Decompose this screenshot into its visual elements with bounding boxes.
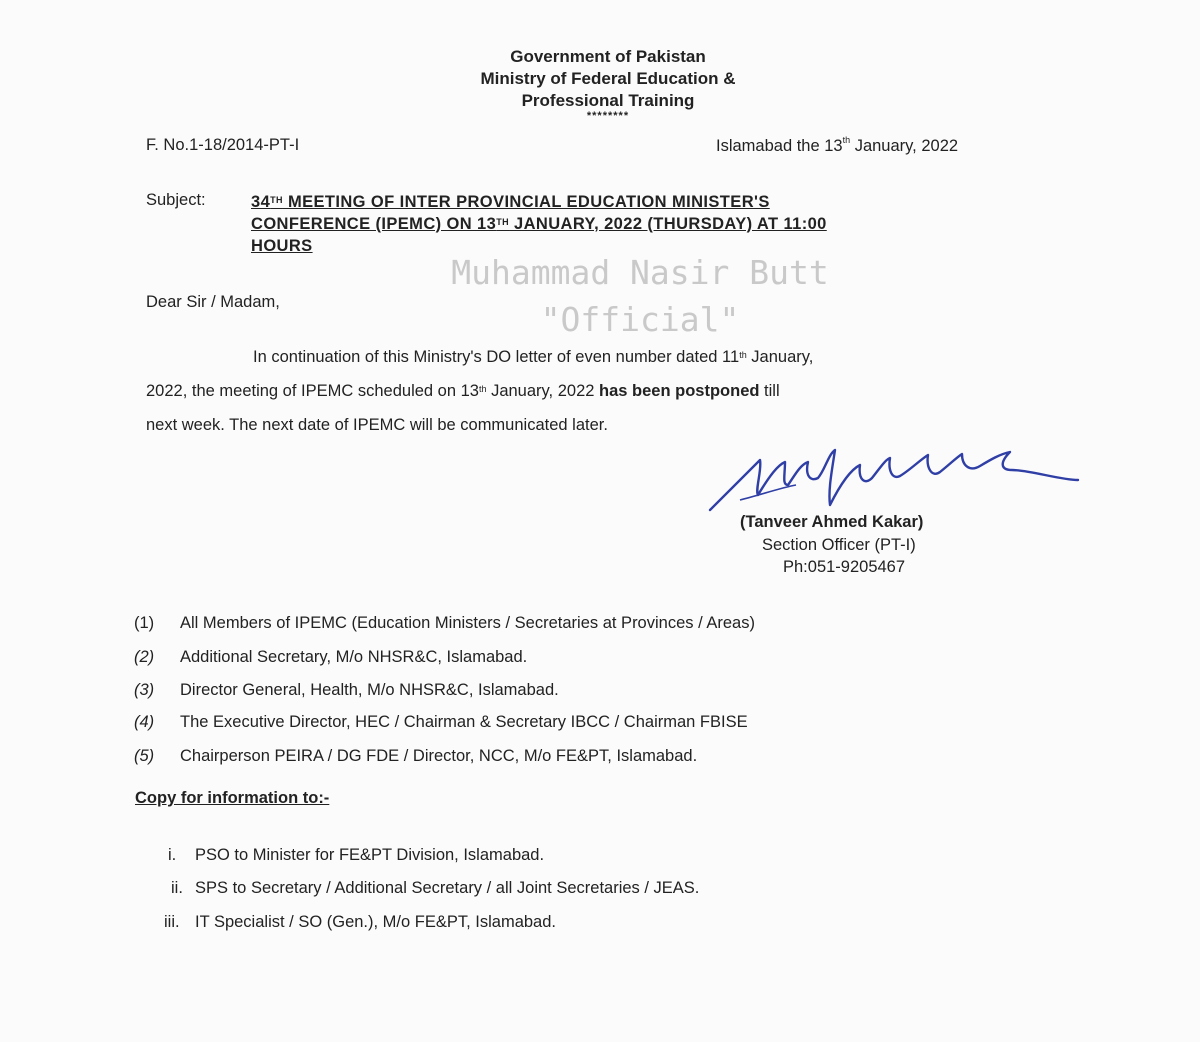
recipient-number: (4): [134, 713, 155, 731]
header-line-training: Professional Training: [521, 91, 695, 110]
subject-line-3: HOURS: [251, 237, 313, 255]
signatory-title: Section Officer (PT-I): [762, 536, 916, 554]
salutation: Dear Sir / Madam,: [146, 293, 280, 311]
copy-number: ii.: [171, 879, 183, 897]
subject-line-2: CONFERENCE (IPEMC) ON 13TH JANUARY, 2022 (THURSDAY) AT 11:00: [251, 215, 827, 233]
subject-label: Subject:: [146, 191, 206, 209]
watermark-official: "Official": [540, 300, 740, 339]
signature-image: [700, 440, 1090, 520]
header-line-ministry: Ministry of Federal Education &: [480, 69, 736, 88]
recipient-text: Director General, Health, M/o NHSR&C, Islamabad.: [180, 681, 559, 699]
recipient-text: Chairperson PEIRA / DG FDE / Director, NCC, M/o FE&PT, Islamabad.: [180, 747, 698, 765]
copy-heading: Copy for information to:-: [135, 789, 330, 807]
copy-number: iii.: [164, 913, 180, 931]
recipient-number: (5): [134, 747, 155, 765]
recipient-number: (3): [134, 681, 155, 699]
copy-text: IT Specialist / SO (Gen.), M/o FE&PT, Islamabad.: [195, 913, 556, 931]
header-line-government: Government of Pakistan: [510, 47, 706, 66]
recipient-number: (1): [134, 614, 155, 632]
recipient-number: (2): [134, 648, 155, 666]
paragraph-line-2: 2022, the meeting of IPEMC scheduled on 13th January, 2022 has been postponed till: [146, 382, 780, 400]
paragraph-line-3: next week. The next date of IPEMC will be communicated later.: [146, 416, 608, 434]
copy-number: i.: [168, 846, 177, 864]
paragraph-line-1: In continuation of this Ministry's DO letter of even number dated 11th January,: [253, 348, 814, 366]
subject-line-1: 34TH MEETING OF INTER PROVINCIAL EDUCATION MINISTER'S: [251, 193, 770, 211]
recipient-text: All Members of IPEMC (Education Ministers / Secretaries at Provinces / Areas): [180, 614, 755, 632]
watermark-name: Muhammad Nasir Butt: [451, 253, 829, 292]
header-stars: ********: [586, 110, 630, 122]
place-date: Islamabad the 13th January, 2022: [716, 135, 959, 155]
signatory-phone: Ph:051-9205467: [783, 558, 906, 576]
recipient-text: Additional Secretary, M/o NHSR&C, Islamabad.: [180, 648, 528, 666]
copy-text: SPS to Secretary / Additional Secretary / all Joint Secretaries / JEAS.: [195, 879, 700, 897]
copy-text: PSO to Minister for FE&PT Division, Islamabad.: [195, 846, 545, 864]
file-number: F. No.1-18/2014-PT-I: [146, 136, 300, 154]
recipient-text: The Executive Director, HEC / Chairman & Secretary IBCC / Chairman FBISE: [180, 713, 748, 731]
signatory-name: (Tanveer Ahmed Kakar): [740, 513, 924, 531]
